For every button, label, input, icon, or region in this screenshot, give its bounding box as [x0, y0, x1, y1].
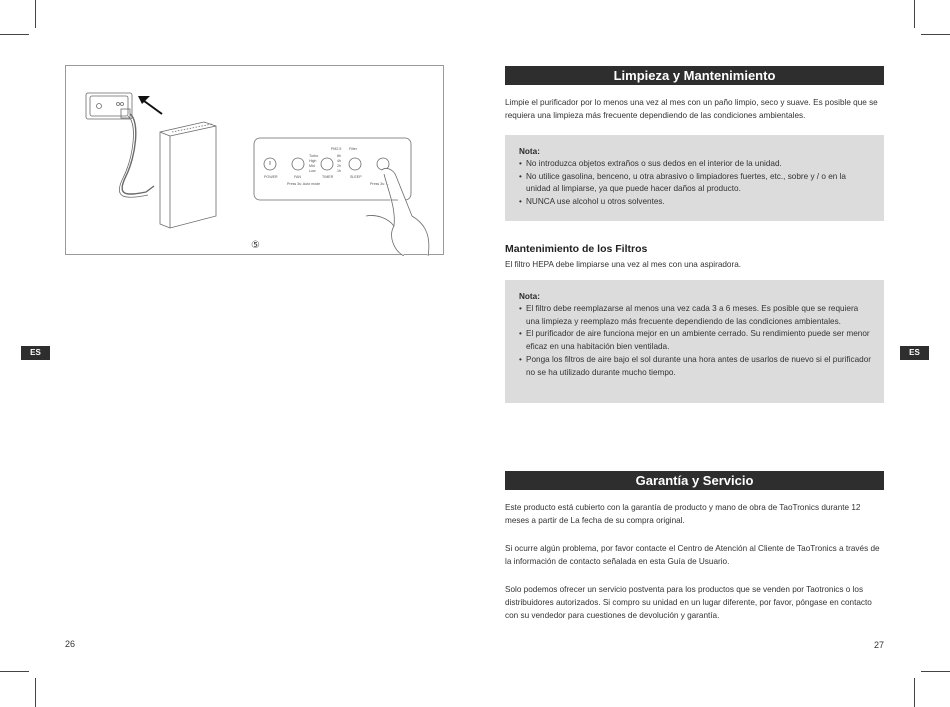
list-item: • El purificador de aire funciona mejor en un ambiente cerrado. Su rendimiento puede ser menor eficaz en una habitación bien ventilada.	[519, 328, 872, 353]
panel-label-timer: TIMER	[322, 175, 334, 179]
panel-hint-right: Press 3s: ...	[370, 182, 389, 186]
language-tab-right: ES	[900, 346, 929, 360]
panel-timer-level: 8h	[337, 154, 341, 158]
step-marker: ⑤	[251, 240, 260, 251]
list-item: • Ponga los filtros de aire bajo el sol durante una hora antes de usarlos de nuevo si el purificador no se ha utilizado durante mucho tiempo.	[519, 354, 872, 379]
crop-mark	[0, 671, 29, 672]
note-title: Nota:	[519, 292, 540, 301]
purifier-illustration	[66, 66, 445, 256]
warranty-paragraph: Si ocurre algún problema, por favor contacte el Centro de Atención al Cliente de TaoTronics a través de la información de contacto señalada en esta Guía de Usuario.	[505, 544, 880, 566]
filters-intro: El filtro HEPA debe limpiarse una vez al mes con una aspiradora.	[505, 260, 742, 269]
panel-indicator-filter: Filter	[349, 147, 357, 151]
section-heading-filters: Mantenimiento de los Filtros	[505, 243, 648, 255]
filters-note-box	[505, 280, 884, 403]
list-item: • NUNCA use alcohol u otros solventes.	[519, 196, 872, 209]
note-list	[519, 158, 872, 209]
panel-label-fan: FAN	[294, 175, 301, 179]
section-title-cleaning: Limpieza y Mantenimiento	[505, 66, 884, 85]
crop-mark	[914, 0, 915, 28]
warranty-paragraph: Este producto está cubierto con la garantía de producto y mano de obra de TaoTronics durante 12 meses a partir de La fecha de su compra original.	[505, 503, 861, 525]
section-title-warranty: Garantía y Servicio	[505, 471, 884, 490]
crop-mark	[921, 671, 950, 672]
cleaning-intro: Limpie el purificador por lo menos una vez al mes con un paño limpio, seco y suave. Es posible que se requiera una limpieza más frecuente dependiendo de las condiciones ambientales.	[505, 98, 878, 120]
crop-mark	[35, 0, 36, 28]
panel-fan-level: High	[309, 159, 317, 163]
panel-label-power: POWER	[264, 175, 278, 179]
crop-mark	[914, 678, 915, 707]
language-tab-left: ES	[21, 346, 50, 360]
note-title: Nota:	[519, 147, 540, 156]
panel-timer-level: 1h	[337, 169, 341, 173]
panel-indicator-pm25: PM2.5	[331, 147, 342, 151]
panel-fan-level: Low	[309, 169, 316, 173]
page-number-right: 27	[874, 640, 885, 650]
panel-hint-auto: Press 3s: Auto mode	[287, 182, 321, 186]
note-list	[519, 303, 872, 379]
panel-label-sleep: SLEEP	[350, 175, 362, 179]
panel-fan-level: Mid	[309, 164, 315, 168]
panel-timer-level: 4h	[337, 159, 341, 163]
list-item: • No utilice gasolina, benceno, u otra abrasivo o limpiadores fuertes, etc., sobre y / o en la unidad al limpiarse, ya que puede hacer daños al producto.	[519, 171, 872, 196]
crop-mark	[921, 34, 950, 35]
warranty-paragraph: Solo podemos ofrecer un servicio postventa para los productos que se venden por Taotronics o los distribuidores autorizados. Si compro su unidad en un lugar diferente, por favor, póngase en contacto con su vendedor para cuestiones de devolución y garantía.	[505, 585, 872, 620]
list-item: • No introduzca objetos extraños o sus dedos en el interior de la unidad.	[519, 158, 872, 171]
illustration-figure	[65, 65, 444, 255]
list-item: • El filtro debe reemplazarse al menos una vez cada 3 a 6 meses. Es posible que se requiera una limpieza y reemplazo más frecuente dependiendo de las condiciones ambientales.	[519, 303, 872, 328]
page-number-left: 26	[65, 639, 76, 649]
panel-timer-level: 2h	[337, 164, 341, 168]
cleaning-note-box	[505, 135, 884, 221]
crop-mark	[35, 678, 36, 707]
panel-fan-level: Turbo	[309, 154, 319, 158]
crop-mark	[0, 34, 29, 35]
